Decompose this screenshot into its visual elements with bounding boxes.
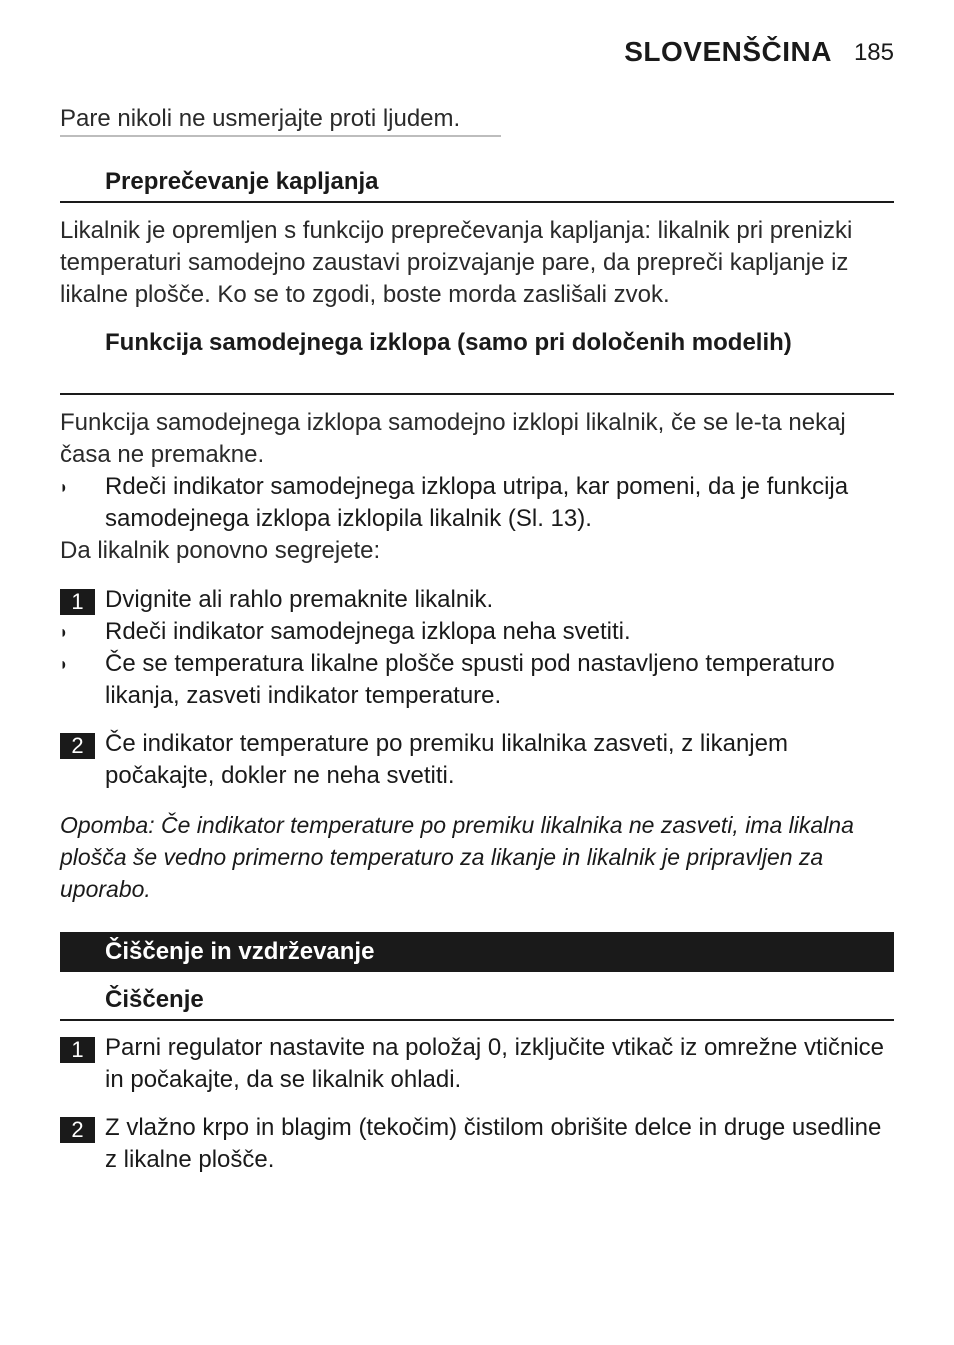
section-divider [60, 201, 894, 203]
chapter-banner-title: Čiščenje in vzdrževanje [105, 938, 375, 965]
step-text-wipe-soleplate: Z vlažno krpo in blagim (tekočim) čistilom obrišite delce in druge usedline z likalne plošče. [105, 1114, 882, 1173]
bullet-item-temperature-light: Če se temperatura likalne plošče spusti pod nastavljeno temperaturo likanja, zasveti indikator temperature. [105, 650, 835, 709]
auto-off-paragraph: Funkcija samodejnega izklopa samodejno izklopi likalnik, če se le-ta nekaj časa ne premakne. [60, 409, 846, 468]
bullet-icon: ◗ [60, 477, 68, 497]
bullet-icon: ◗ [60, 622, 68, 642]
page-number: 185 [853, 39, 894, 66]
intro-warning-text: Pare nikoli ne usmerjajte proti ljudem. [60, 105, 461, 132]
note-text: Opomba: Če indikator temperature po premiku likalnika ne zasveti, ima likalna plošča še vedno primerno temperaturo za likanje in likalnik je pripravljen za uporabo. [60, 812, 854, 902]
step-number-badge: 2 [60, 733, 95, 759]
bullet-icon: ◗ [60, 654, 68, 674]
drip-stop-paragraph: Likalnik je opremljen s funkcijo preprečevanja kapljanja: likalnik pri prenizki temperaturi samodejno zaustavi proizvajanje pare, da prepreči kapljanje iz likalne plošče. Ko se to zgodi, boste morda zaslišali zvok. [60, 217, 853, 308]
bullet-item-indicator-off: Rdeči indikator samodejnega izklopa neha svetiti. [105, 618, 631, 645]
intro-underline [60, 135, 501, 137]
section-language-title: SLOVENŠČINA [624, 36, 832, 67]
section-heading-cleaning: Čiščenje [105, 986, 204, 1013]
section-divider [60, 1019, 894, 1021]
chapter-banner [60, 932, 894, 972]
section-heading-auto-off: Funkcija samodejnega izklopa (samo pri določenih modelih) [105, 329, 792, 356]
step-text-unplug: Parni regulator nastavite na položaj 0, izključite vtikač iz omrežne vtičnice in počakajte, da se likalnik ohladi. [105, 1034, 885, 1093]
step-number-badge: 2 [60, 1117, 95, 1143]
reheat-intro-text: Da likalnik ponovno segrejete: [60, 537, 381, 564]
step-text-wait-temperature: Če indikator temperature po premiku likalnika zasveti, z likanjem počakajte, dokler ne neha svetiti. [105, 730, 788, 789]
step-text-lift-iron: Dvignite ali rahlo premaknite likalnik. [105, 586, 494, 613]
step-number-badge: 1 [60, 1037, 95, 1063]
section-heading-drip-stop: Preprečevanje kapljanja [105, 168, 379, 195]
section-divider [60, 393, 894, 395]
step-number-badge: 1 [60, 589, 95, 615]
bullet-item-indicator-blinks: Rdeči indikator samodejnega izklopa utripa, kar pomeni, da je funkcija samodejnega izklopa izklopila likalnik (Sl. 13). [105, 473, 849, 532]
